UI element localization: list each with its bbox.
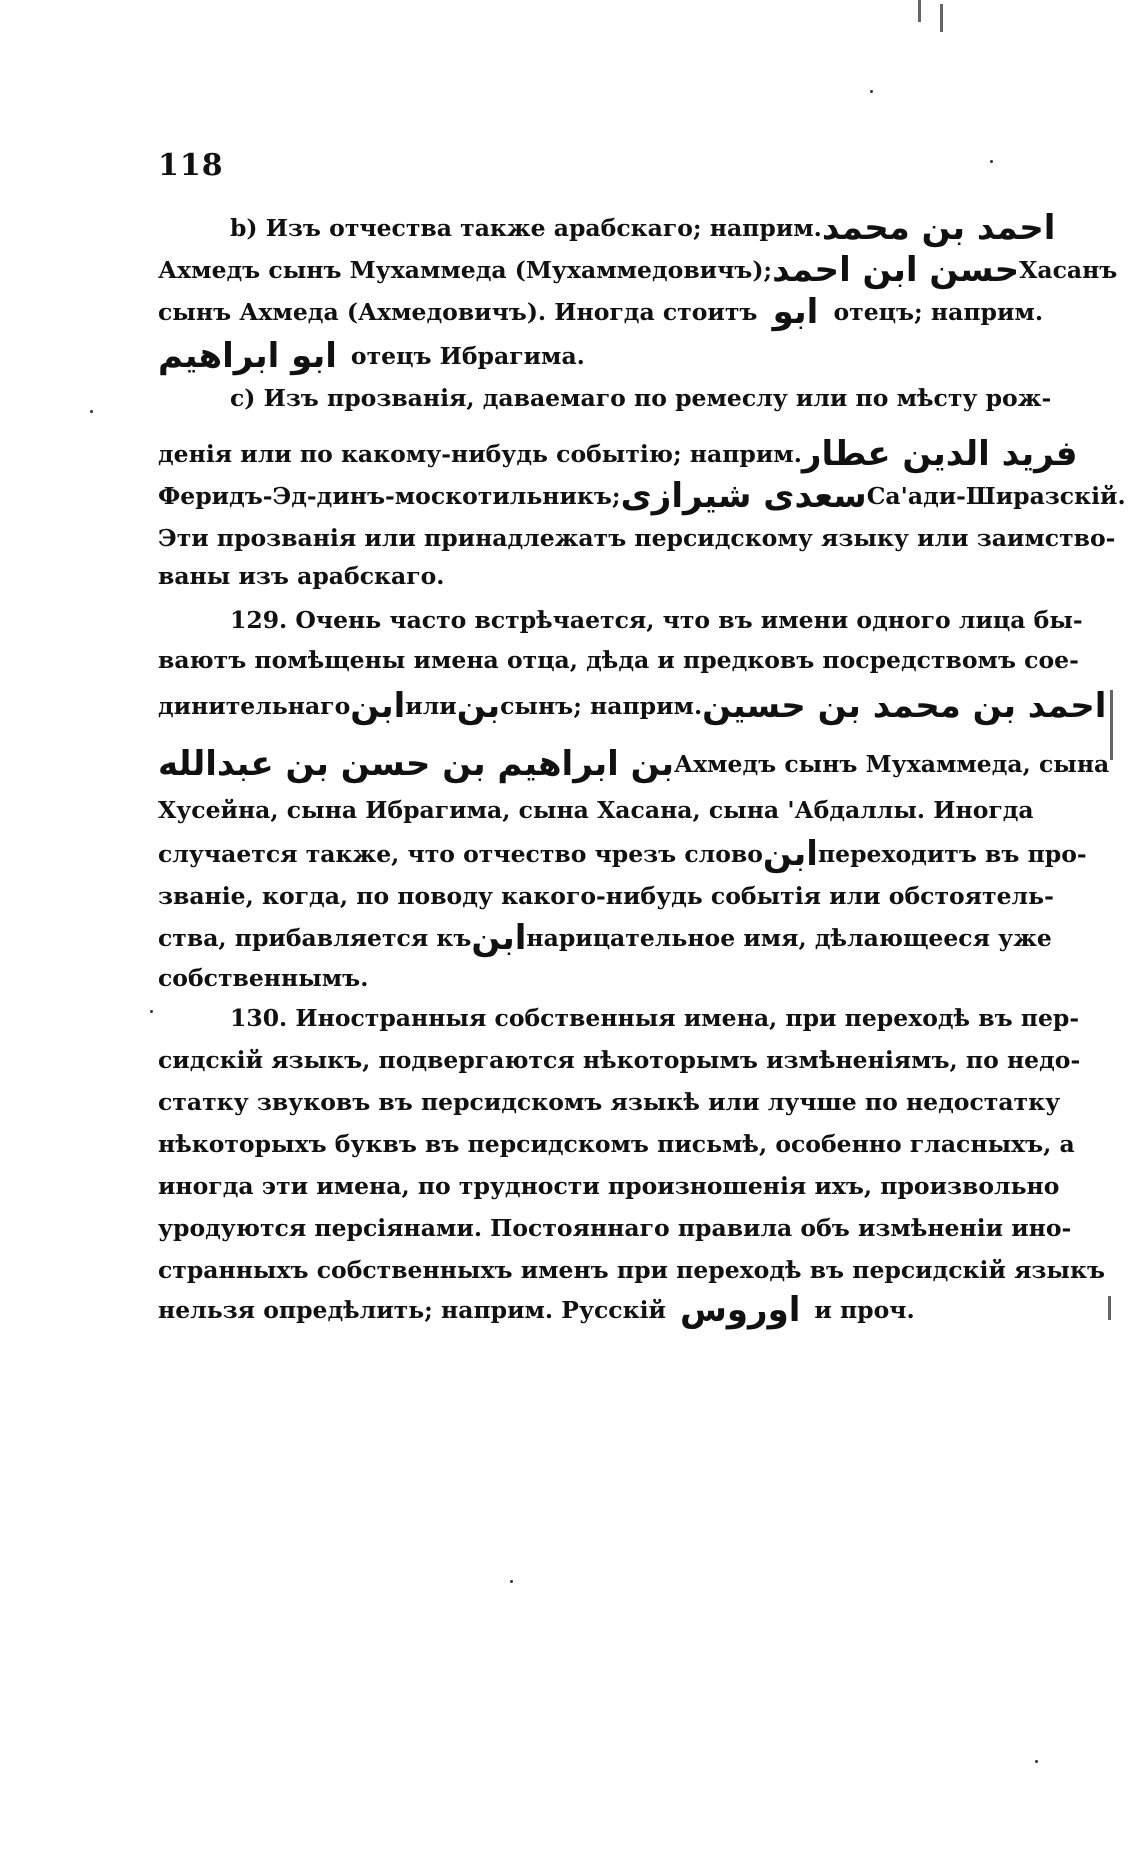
- page-number: 118: [158, 148, 224, 183]
- text-line: [230, 600, 1083, 640]
- text-line: [158, 556, 1043, 596]
- text-segment: или: [405, 692, 457, 720]
- text-segment: иногда эти имена, по трудности произношенія ихъ, произвольно: [158, 1172, 1060, 1200]
- arabic-text: احمد بن محمد بن حسین: [702, 686, 1107, 726]
- text-line: [158, 640, 1079, 680]
- text-segment: b) Изъ отчества также арабскаго; наприм.: [230, 214, 822, 242]
- text-line: [158, 1166, 1060, 1206]
- text-segment: Феридъ-Эд-динъ-москотильникъ;: [158, 482, 621, 510]
- arabic-text: ابن: [762, 834, 818, 874]
- scan-speck: [90, 410, 93, 413]
- text-line: [158, 250, 1118, 290]
- text-segment: Ахмедъ сынъ Мухаммеда, сына: [673, 750, 1110, 778]
- scan-mark: [918, 0, 921, 22]
- scan-mark: [940, 4, 943, 32]
- text-line: [230, 998, 1080, 1038]
- text-line: [158, 790, 1043, 830]
- text-line: [158, 1082, 1061, 1122]
- text-line: [158, 744, 1110, 784]
- text-line: [158, 336, 1043, 376]
- text-line: [158, 1290, 1043, 1330]
- text-segment: сынъ Ахмеда (Ахмедовичъ). Иногда стоитъ: [158, 298, 758, 326]
- text-segment: Хусейна, сына Ибрагима, сына Хасана, сына 'Абдаллы. Иногда: [158, 796, 1034, 824]
- arabic-text: اوروس: [679, 1290, 801, 1330]
- text-segment: странныхъ собственныхъ именъ при переходѣ въ персидскій языкъ: [158, 1256, 1105, 1284]
- arabic-text: فرید الدین عطار: [801, 434, 1078, 474]
- text-segment: отецъ; наприм.: [833, 298, 1043, 326]
- text-segment: сидскій языкъ, подвергаются нѣкоторымъ измѣненіямъ, по недо-: [158, 1046, 1081, 1074]
- text-line: [158, 518, 1116, 558]
- text-segment: нельзя опредѣлить; наприм. Русскій: [158, 1296, 666, 1324]
- scan-speck: [990, 160, 993, 163]
- scan-speck: [1035, 1760, 1038, 1763]
- scan-speck: [510, 1580, 513, 1583]
- arabic-text: ابو: [772, 292, 819, 332]
- arabic-text: سعدی شیرازی: [620, 476, 867, 516]
- text-segment: званіе, когда, по поводу какого-нибудь событія или обстоятель-: [158, 882, 1054, 910]
- text-segment: собственнымъ.: [158, 964, 369, 992]
- scan-speck: [870, 90, 873, 93]
- arabic-text: حسن ابن احمد: [772, 250, 1020, 290]
- arabic-text: بن: [456, 686, 501, 726]
- text-segment: динительнаго: [158, 692, 351, 720]
- text-line: [158, 876, 1054, 916]
- text-segment: ваютъ помѣщены имена отца, дѣда и предковъ посредствомъ сое-: [158, 646, 1079, 674]
- text-segment: переходитъ въ про-: [817, 840, 1087, 868]
- text-segment: ваны изъ арабскаго.: [158, 562, 445, 590]
- text-segment: денія или по какому-нибудь событію; наприм.: [158, 440, 802, 468]
- scan-speck: [150, 1010, 153, 1013]
- text-segment: Ахмедъ сынъ Мухаммеда (Мухаммедовичъ);: [158, 256, 773, 284]
- text-segment: отецъ Ибрагима.: [350, 342, 585, 370]
- text-segment: уродуются персіянами. Постояннаго правила объ измѣненіи ино-: [158, 1214, 1072, 1242]
- text-segment: сынъ; наприм.: [500, 692, 703, 720]
- text-segment: случается также, что отчество чрезъ слово: [158, 840, 763, 868]
- text-line: [158, 686, 1107, 726]
- text-line: [158, 834, 1087, 874]
- arabic-text: بن ابراهیم بن حسن بن عبدالله: [158, 744, 674, 784]
- text-segment: c) Изъ прозванія, даваемаго по ремеслу или по мѣсту рож-: [230, 384, 1052, 412]
- text-line: [158, 476, 1126, 516]
- text-segment: Са'ади-Ширазскій.: [866, 482, 1126, 510]
- text-line: [158, 1040, 1081, 1080]
- text-line: [158, 1208, 1072, 1248]
- text-line: [158, 292, 1043, 332]
- text-segment: нарицательное имя, дѣлающееся уже: [526, 924, 1052, 952]
- text-line: [230, 208, 1056, 248]
- text-line: [158, 918, 1052, 958]
- text-segment: нѣкоторыхъ буквъ въ персидскомъ письмѣ, особенно гласныхъ, а: [158, 1130, 1075, 1158]
- arabic-text: ابن: [471, 918, 527, 958]
- text-segment: статку звуковъ въ персидскомъ языкѣ или лучше по недостатку: [158, 1088, 1061, 1116]
- text-segment: Эти прозванія или принадлежатъ персидскому языку или заимство-: [158, 524, 1116, 552]
- text-line: [158, 958, 1043, 998]
- text-segment: 129. Очень часто встрѣчается, что въ имени одного лица бы-: [230, 606, 1083, 634]
- arabic-text: احمد بن محمد: [821, 208, 1056, 248]
- text-segment: 130. Иностранныя собственныя имена, при переходѣ въ пер-: [230, 1004, 1080, 1032]
- text-segment: Хасанъ: [1019, 256, 1118, 284]
- text-line: [230, 378, 1052, 418]
- text-line: [158, 1250, 1105, 1290]
- arabic-text: ابو ابراهیم: [158, 336, 337, 376]
- text-line: [158, 434, 1078, 474]
- scan-mark: [1108, 1296, 1111, 1320]
- arabic-text: ابن: [350, 686, 406, 726]
- text-segment: и проч.: [814, 1296, 915, 1324]
- text-line: [158, 1124, 1075, 1164]
- text-segment: ства, прибавляется къ: [158, 924, 472, 952]
- scan-mark: [1110, 690, 1113, 760]
